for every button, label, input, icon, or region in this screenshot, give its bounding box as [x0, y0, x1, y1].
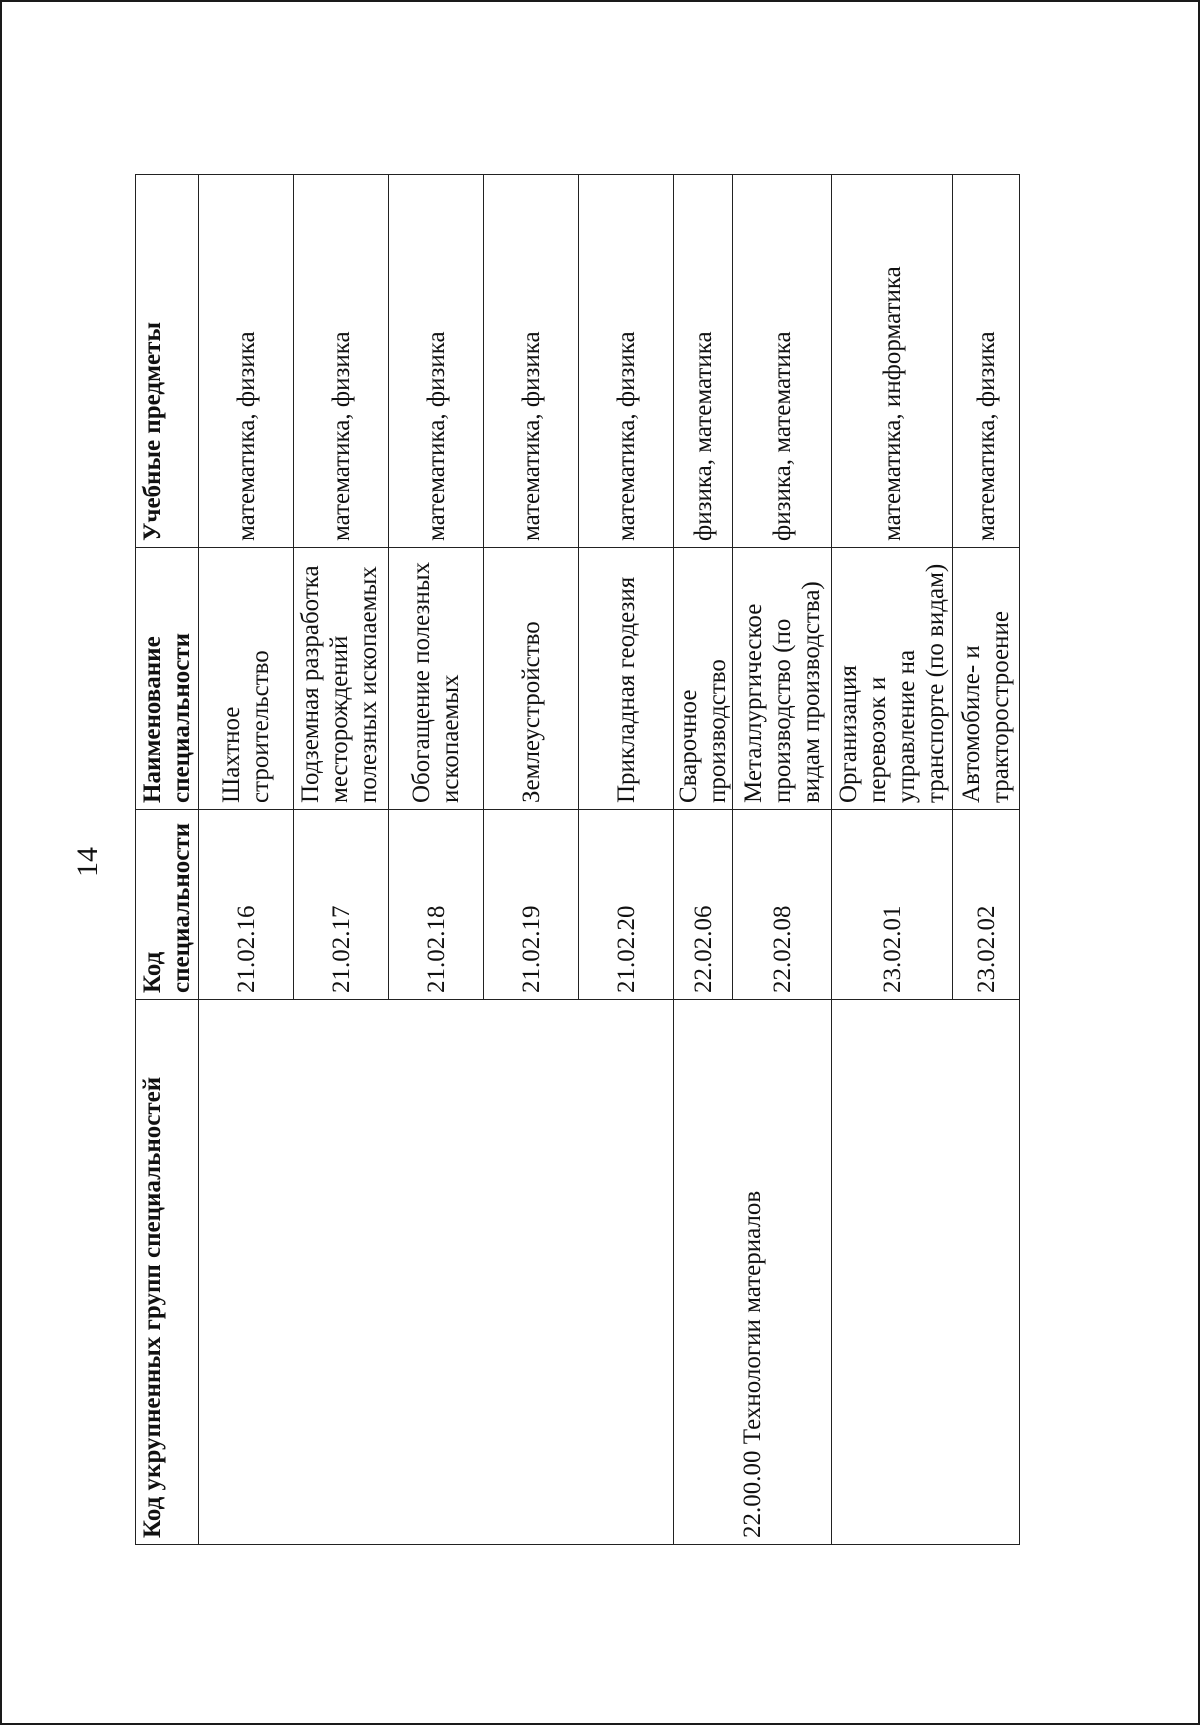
specialty-name-cell: Подземная разработка месторождений полезных ископаемых — [294, 548, 389, 810]
specialty-code-cell: 21.02.19 — [484, 810, 579, 1000]
table-row — [674, 175, 733, 1545]
specialties-table — [135, 174, 1020, 1545]
specialties-table-wrapper — [135, 175, 1014, 1545]
specialty-code-cell: 23.02.02 — [953, 810, 1020, 1000]
specialty-code-cell: 21.02.18 — [389, 810, 484, 1000]
table-row — [199, 175, 294, 1545]
specialty-code-cell: 21.02.20 — [579, 810, 674, 1000]
table-row — [832, 175, 953, 1545]
specialty-name-cell: Землеустройство — [484, 548, 579, 810]
table-header-row — [136, 175, 199, 1545]
specialty-code-cell: 23.02.01 — [832, 810, 953, 1000]
specialty-name-cell: Обогащение полезных ископаемых — [389, 548, 484, 810]
subjects-cell: физика, математика — [733, 175, 832, 548]
subjects-cell: математика, физика — [199, 175, 294, 548]
subjects-cell: физика, математика — [674, 175, 733, 548]
specialty-name-cell: Организация перевозок и управление на транспорте (по видам) — [832, 548, 953, 810]
header-specialty-name: Наименование специальности — [136, 548, 199, 810]
header-group-code: Код укрупненных групп специальностей — [136, 1000, 199, 1545]
group-cell-empty — [832, 1000, 1020, 1545]
subjects-cell: математика, физика — [579, 175, 674, 548]
specialty-name-cell: Шахтное строительство — [199, 548, 294, 810]
header-specialty-code: Код специальности — [136, 810, 199, 1000]
subjects-cell: математика, физика — [953, 175, 1020, 548]
subjects-cell: математика, физика — [294, 175, 389, 548]
subjects-cell: математика, информатика — [832, 175, 953, 548]
group-cell-empty — [199, 1000, 674, 1545]
specialty-name-cell: Металлургическое производство (по видам производства) — [733, 548, 832, 810]
subjects-cell: математика, физика — [484, 175, 579, 548]
specialty-code-cell: 21.02.16 — [199, 810, 294, 1000]
specialty-name-cell: Прикладная геодезия — [579, 548, 674, 810]
specialty-code-cell: 21.02.17 — [294, 810, 389, 1000]
specialty-name-cell: Сварочное производство — [674, 548, 733, 810]
specialty-name-cell: Автомобиле- и тракторостроение — [953, 548, 1020, 810]
specialty-code-cell: 22.02.06 — [674, 810, 733, 1000]
group-cell: 22.00.00 Технологии материалов — [674, 1000, 832, 1545]
specialty-code-cell: 22.02.08 — [733, 810, 832, 1000]
header-subjects: Учебные предметы — [136, 175, 199, 548]
subjects-cell: математика, физика — [389, 175, 484, 548]
page-number: 14 — [71, 847, 104, 877]
